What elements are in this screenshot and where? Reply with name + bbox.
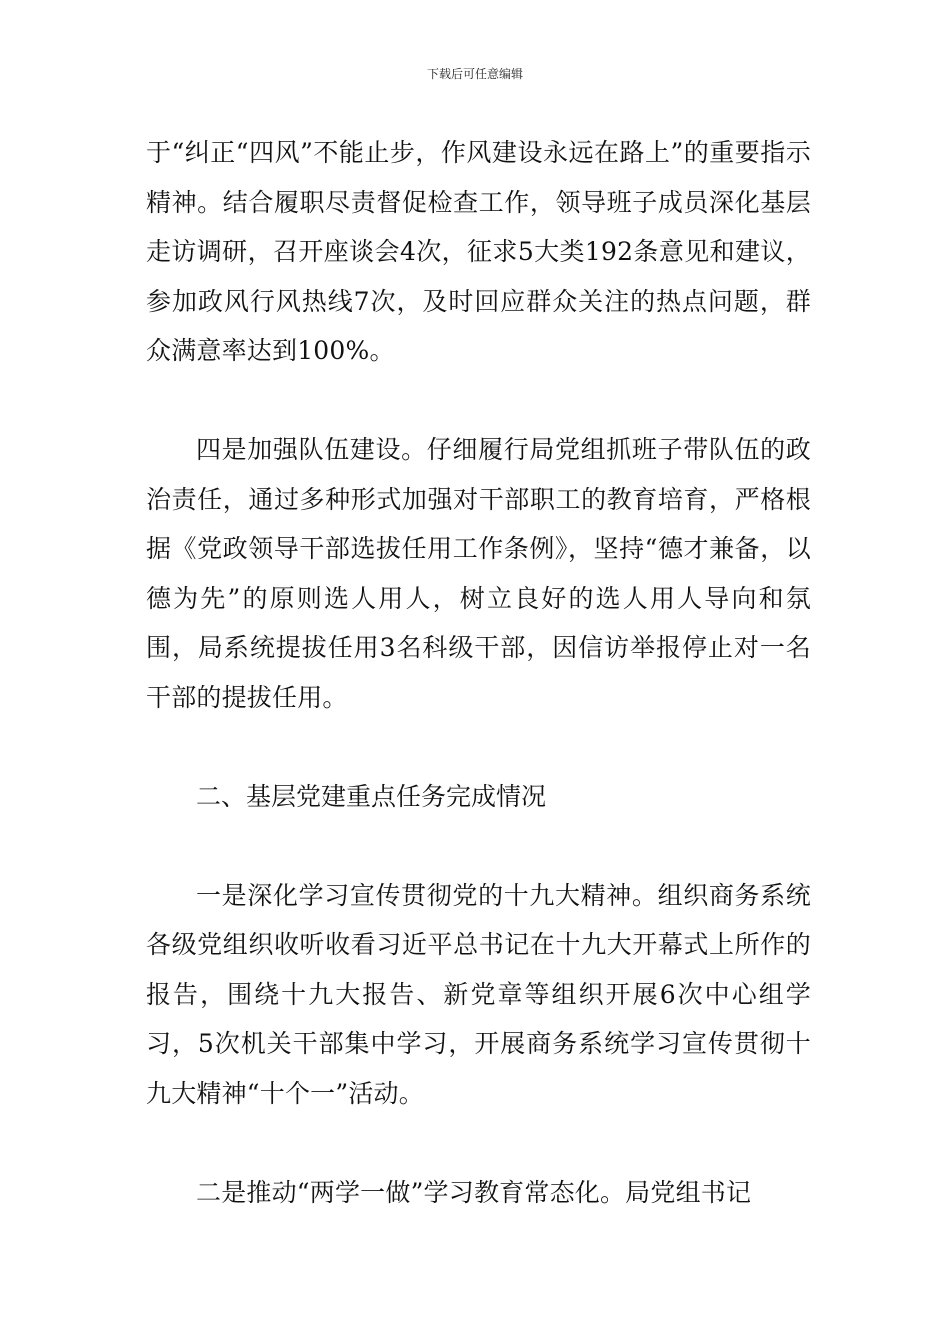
- paragraph-spacer: [146, 821, 811, 871]
- paragraph-study-spirit: 一是深化学习宣传贯彻党的十九大精神。组织商务系统各级党组织收听收看习近平总书记在十九大开幕式上所作的报告，围绕十九大报告、新党章等组织开展6次中心组学习，5次机关干部集中学习，开展商务系统学习宣传贯彻十九大精神“十个一”活动。: [146, 880, 811, 1108]
- document-body: [146, 128, 811, 1217]
- paragraph-spacer: [146, 376, 811, 426]
- paragraph-spacer: [146, 1118, 811, 1168]
- paragraph-continuation: 于“纠正“四风”不能止步，作风建设永远在路上”的重要指示精神。结合履职尽责督促检查工作，领导班子成员深化基层走访调研，召开座谈会4次，征求5大类192条意见和建议，参加政风行风热线7次，及时回应群众关注的热点问题，群众满意率达到100%。: [146, 138, 811, 365]
- section-heading: 二、基层党建重点任务完成情况: [196, 781, 547, 811]
- paragraph-spacer: [146, 722, 811, 772]
- paragraph-two-studies: 二是推动“两学一做”学习教育常态化。局党组书记: [196, 1177, 752, 1207]
- paragraph-team-building: 四是加强队伍建设。仔细履行局党组抓班子带队伍的政治责任，通过多种形式加强对干部职工的教育培育，严格根据《党政领导干部选拔任用工作条例》，坚持“德才兼备，以德为先”的原则选人用人，树立良好的选人用人导向和氛围，局系统提拔任用3名科级干部，因信访举报停止对一名干部的提拔任用。: [146, 435, 811, 712]
- page-header: 下载后可任意编辑: [426, 67, 523, 81]
